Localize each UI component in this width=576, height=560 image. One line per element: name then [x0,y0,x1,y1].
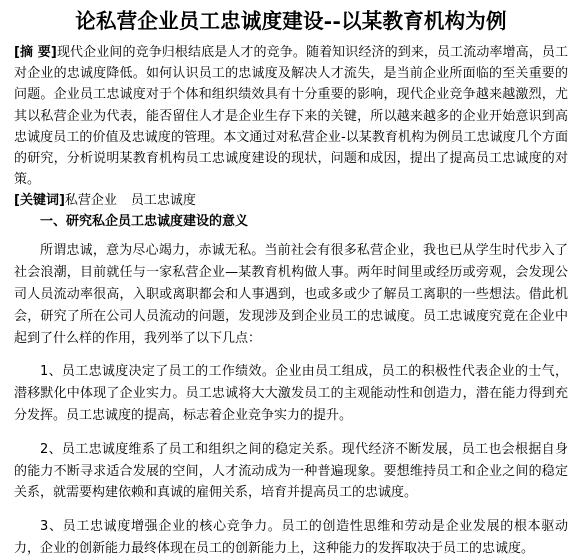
abstract [14,42,568,190]
body-paragraph: 3、员工忠诚度增强企业的核心竞争力。员工的创造性思维和劳动是企业发展的根本驱动力，企业的创新能力最终体现在员工的创新能力上，这种能力的发挥取决于员工的忠诚度。 [14,519,568,556]
keywords-line [14,190,568,211]
abstract-text: 现代企业间的竞争归根结底是人才的竞争。随着知识经济的到来，员工流动率增高，员工对企业的忠诚度降低。如何认识员工的忠诚度及解决人才流失，是当前企业所面临的至关重要的问题。企业员工忠诚度对于个体和组织绩效具有十分重要的影响，现代企业竞争越来越激烈，尤其以私营企业为代表，能否留住人才是企业生存下来的关键，所以越来越多的企业开始意识到高忠诚度员工的价值及忠诚度的管理。本文通过对私营企业-以某教育机构为例员工忠诚度几个方面的研究，分析说明某教育机构员工忠诚度建设的现状，问题和成因，提出了提高员工忠诚度的对策。 [14,45,568,188]
document-title: 论私营企业员工忠诚度建设--以某教育机构为例 [75,9,507,33]
section-heading: 一、研究私企员工忠诚度建设的意义 [40,214,249,230]
keyword-item: 私营企业 [64,193,117,209]
body-paragraph: 1、员工忠诚度决定了员工的工作绩效。企业由员工组成，员工的积极性代表企业的士气，潜移默化中体现了企业实力。员工忠诚将大大激发员工的主观能动性和创造力，潜在能力得到充分发挥。员工忠诚度的提高，标志着企业竞争实力的提升。 [14,364,568,423]
body-paragraph: 2、员工忠诚度维系了员工和组织之间的稳定关系。现代经济不断发展，员工也会根据自身的能力不断寻求适合发展的空间，人才流动成为一种普遍现象。要想维持员工和企业之间的稳定关系，就需要构建依赖和真诚的雇佣关系，培育并提高员工的忠诚度。 [14,441,568,501]
keyword-item: 员工忠诚度 [130,193,196,209]
abstract-label: [摘 要] [14,45,57,60]
body-paragraph: 所谓忠诚，意为尽心竭力，赤诚无私。当前社会有很多私营企业，我也已从学生时代步入了社会浪潮，目前就任与一家私营企业—某教育机构做人事。两年时间里或经历或旁观，会发现公司人员流动率很高，入职或离职都会和人事遇到，也或多或少了解员工离职的一些想法。借此机会，研究了所在公司人员流动的问题，发现涉及到企业员工的忠诚度。员工忠诚度究竟在企业中起到了什么样的作用，我列举了以下几点： [14,243,568,346]
keywords-label: [关键词] [14,193,65,209]
